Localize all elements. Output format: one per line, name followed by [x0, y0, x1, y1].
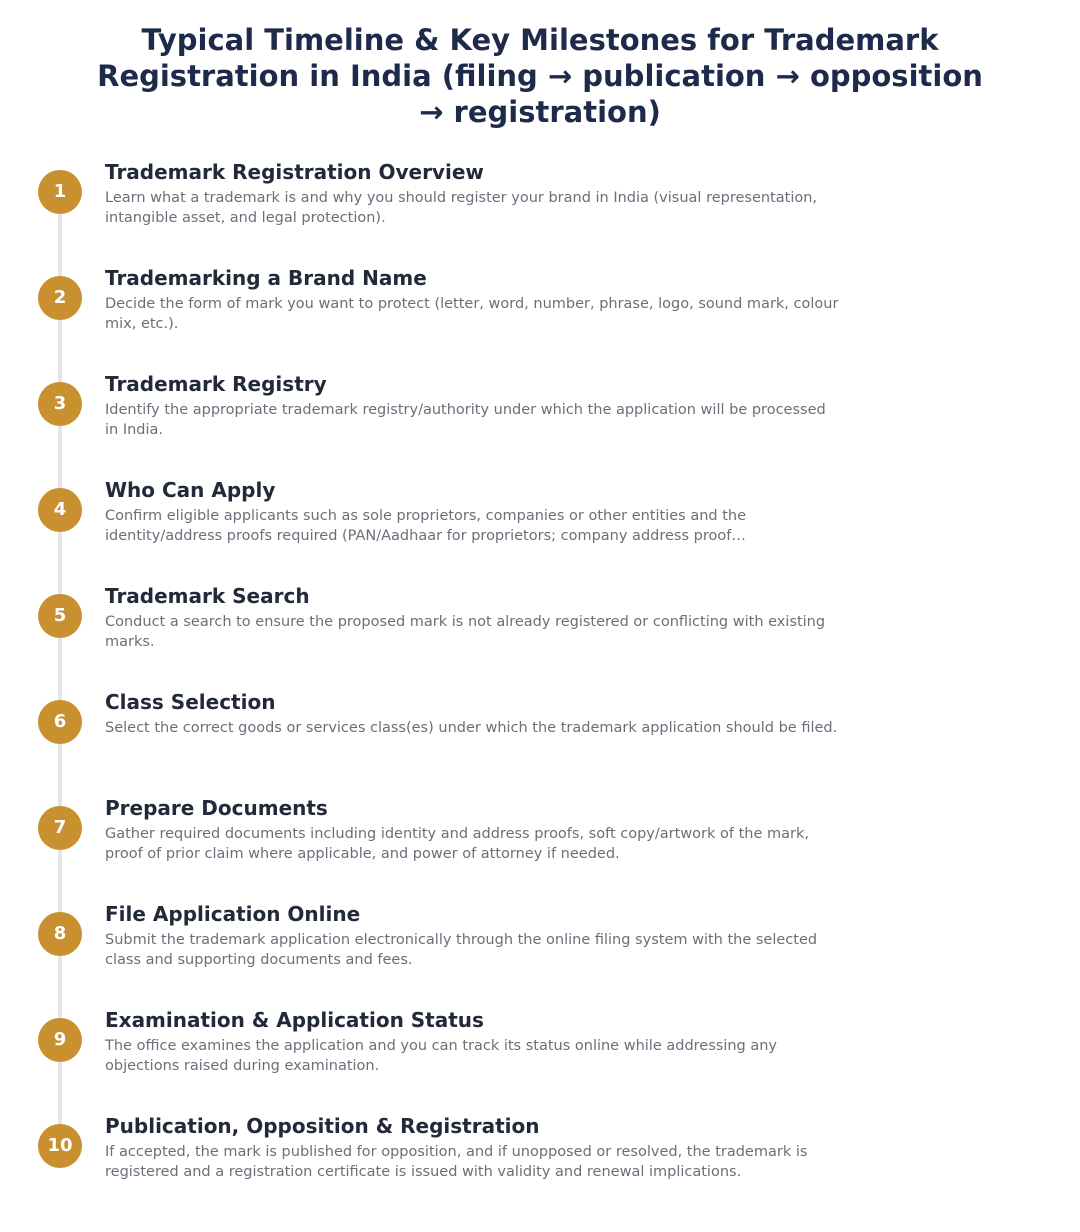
step-description: Identify the appropriate trademark registry/authority under which the application will be processed in India.: [105, 402, 826, 438]
step-title: Trademark Registration Overview: [105, 160, 484, 184]
timeline-step-1: [0, 160, 1080, 276]
timeline-step-3: [0, 372, 1080, 488]
timeline-step-2: [0, 266, 1080, 382]
step-number-badge: 5: [38, 594, 82, 638]
step-number-badge: 2: [38, 276, 82, 320]
step-number-badge: 10: [38, 1124, 82, 1168]
step-description: Conduct a search to ensure the proposed mark is not already registered or conflicting with existing marks.: [105, 614, 826, 650]
timeline-step-4: [0, 478, 1080, 594]
step-description: Confirm eligible applicants such as sole proprietors, companies or other entities and the identity/address proofs required (PAN/Aadhaar for proprietors; company address proof…: [105, 508, 747, 544]
timeline-step-8: [0, 902, 1080, 1018]
step-number-badge: 9: [38, 1018, 82, 1062]
step-title: Trademark Registry: [105, 372, 327, 396]
step-description: Select the correct goods or services class(es) under which the trademark application should be filed.: [105, 720, 838, 736]
step-description: Learn what a trademark is and why you should register your brand in India (visual representation, intangible asset, and legal protection).: [105, 190, 818, 226]
step-description: Gather required documents including identity and address proofs, soft copy/artwork of the mark, proof of prior claim where applicable, and power of attorney if needed.: [105, 826, 809, 862]
step-number-badge: 8: [38, 912, 82, 956]
step-number-badge: 1: [38, 170, 82, 214]
step-number-badge: 7: [38, 806, 82, 850]
step-title: Prepare Documents: [105, 796, 328, 820]
step-description: The office examines the application and you can track its status online while addressing any objections raised during examination.: [105, 1038, 778, 1074]
step-description: Decide the form of mark you want to protect (letter, word, number, phrase, logo, sound mark, colour mix, etc.).: [105, 296, 839, 332]
step-title: Who Can Apply: [105, 478, 276, 502]
page-title: Typical Timeline & Key Milestones for Trademark Registration in India (filing → publication → opposition → registration): [97, 23, 983, 129]
timeline-step-9: [0, 1008, 1080, 1124]
step-description: If accepted, the mark is published for opposition, and if unopposed or resolved, the trademark is registered and a registration certificate is issued with validity and renewal implications.: [105, 1144, 808, 1180]
step-number-badge: 3: [38, 382, 82, 426]
timeline-step-6: [0, 690, 1080, 806]
step-title: Class Selection: [105, 690, 276, 714]
step-number-badge: 6: [38, 700, 82, 744]
step-title: Examination & Application Status: [105, 1008, 484, 1032]
step-title: File Application Online: [105, 902, 361, 926]
step-number-badge: 4: [38, 488, 82, 532]
step-title: Trademarking a Brand Name: [105, 266, 427, 290]
step-description: Submit the trademark application electronically through the online filing system with the selected class and supporting documents and fees.: [105, 932, 818, 968]
timeline-step-7: [0, 796, 1080, 912]
step-title: Trademark Search: [105, 584, 310, 608]
timeline-step-5: [0, 584, 1080, 700]
step-title: Publication, Opposition & Registration: [105, 1114, 540, 1138]
timeline-step-10: [0, 1114, 1080, 1230]
